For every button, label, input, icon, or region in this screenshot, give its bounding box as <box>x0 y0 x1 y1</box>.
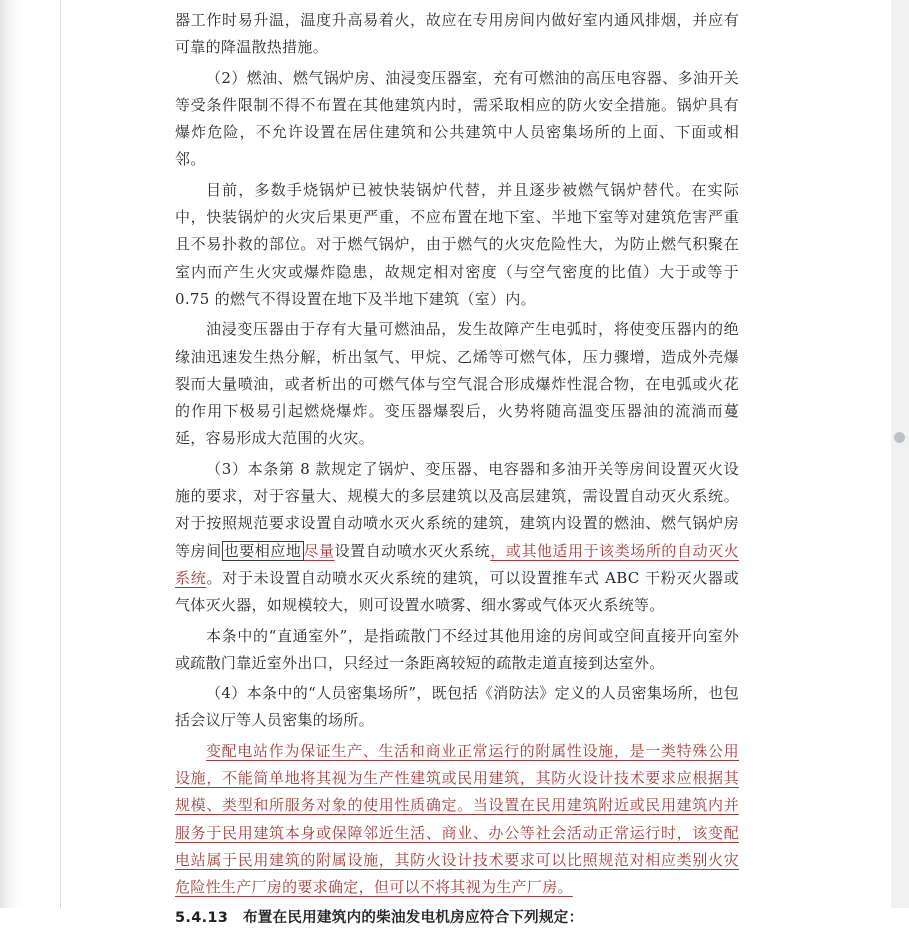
para-clause-5-4-13 <box>175 905 739 932</box>
page-text-column <box>175 7 739 932</box>
boxed-revision-text: 也要相应地 <box>223 541 302 560</box>
para-substation-revision <box>175 738 739 902</box>
para-oil-transformer <box>175 316 739 452</box>
text-segment: 目前，多数手烧锅炉已被快装锅炉代替，并且逐步被燃气锅炉替代。在实际中，快装锅炉的火灾后果更严重，不应布置在地下室、半地下室等对建筑危害严重且不易扑救的部位。对于燃气锅炉，由于燃气的火灾危险性大，为防止燃气积聚在室内而产生火灾或爆炸隐患，故规定相对密度（与空气密度的比值）大于或等于 0.75 的燃气不得设置在地下及半地下建筑（室）内。 <box>175 180 739 308</box>
scrollbar-thumb[interactable] <box>894 432 905 443</box>
viewer-left-margin <box>0 0 61 908</box>
para-item-3-with-revisions <box>175 456 739 620</box>
para-continuation <box>175 7 739 62</box>
text-segment: （4）本条中的“人员密集场所”，既包括《消防法》定义的人员密集场所，也包括会议厅等人员密集的场所。 <box>175 684 739 730</box>
text-segment: 油浸变压器由于存有大量可燃油品，发生故障产生电弧时，将使变压器内的绝缘油迅速发生热分解，析出氢气、甲烷、乙烯等可燃气体，压力骤增，造成外壳爆裂而大量喷油，或者析出的可燃气体与空气混合形成爆炸性混合物，在电弧或火花的作用下极易引起燃烧爆炸。变压器爆裂后，火势将随高温变压器油的流淌而蔓延，容易形成大范围的火灾。 <box>175 320 739 448</box>
red-revision-text: ，或其他适用于该类场所的自动灭火系统 <box>175 541 739 587</box>
text-segment: （3）本条第 8 款规定了锅炉、变压器、电容器和多油开关等房间设置灭火设施的要求，对于容量大、规模大的多层建筑以及高层建筑，需设置自动灭火系统。对于按照规范要求设置自动喷水灭火系统的建筑，建筑内设置的燃油、燃气锅炉房等房间 <box>175 459 739 560</box>
red-revision-text: 尽量 <box>303 541 335 560</box>
red-revision-text: 变配电站作为保证生产、生活和商业正常运行的附属性设施，是一类特殊公用设施，不能简单地将其视为生产性建筑或民用建筑，其防火设计技术要求应根据其规模、类型和所服务对象的使用性质确定。当设置在民用建筑附近或民用建筑内并服务于民用建筑本身或保障邻近生活、商业、办公等社会活动正常运行时，该变配电站属于民用建筑的附属设施，其防火设计技术要求可以比照规范对相应类别火灾危险性生产厂房的要求确定，但可以不将其视为生产厂房。 <box>175 741 739 897</box>
para-direct-outside <box>175 623 739 678</box>
text-segment: 。对于未设置自动喷水灭火系统的建筑，可以设置推车式 ABC 干粉灭火器或气体灭火器，如规模较大，则可设置水喷雾、细水雾或气体灭火系统等。 <box>175 568 739 615</box>
para-boiler-practice <box>175 177 739 313</box>
text-segment: 本条中的“直通室外”，是指疏散门不经过其他用途的房间或空间直接开向室外或疏散门靠近室外出口，只经过一条距离较短的疏散走道直接到达室外。 <box>175 626 739 672</box>
text-segment: 5.4.13 布置在民用建筑内的柴油发电机房应符合下列规定： <box>175 909 584 926</box>
text-segment: 设置自动喷水灭火系统 <box>334 541 491 560</box>
para-item-4 <box>175 680 739 735</box>
scrollbar-track[interactable] <box>891 0 909 908</box>
text-segment: 器工作时易升温，温度升高易着火，故应在专用房间内做好室内通风排烟，并应有可靠的降温散热措施。 <box>175 11 739 57</box>
text-segment: （2）燃油、燃气锅炉房、油浸变压器室，充有可燃油的高压电容器、多油开关等受条件限制不得不布置在其他建筑内时，需采取相应的防火安全措施。锅炉具有爆炸危险，不允许设置在居住建筑和公共建筑中人员密集场所的上面、下面或相邻。 <box>175 68 739 169</box>
para-item-2 <box>175 65 739 174</box>
document-page <box>61 0 891 926</box>
